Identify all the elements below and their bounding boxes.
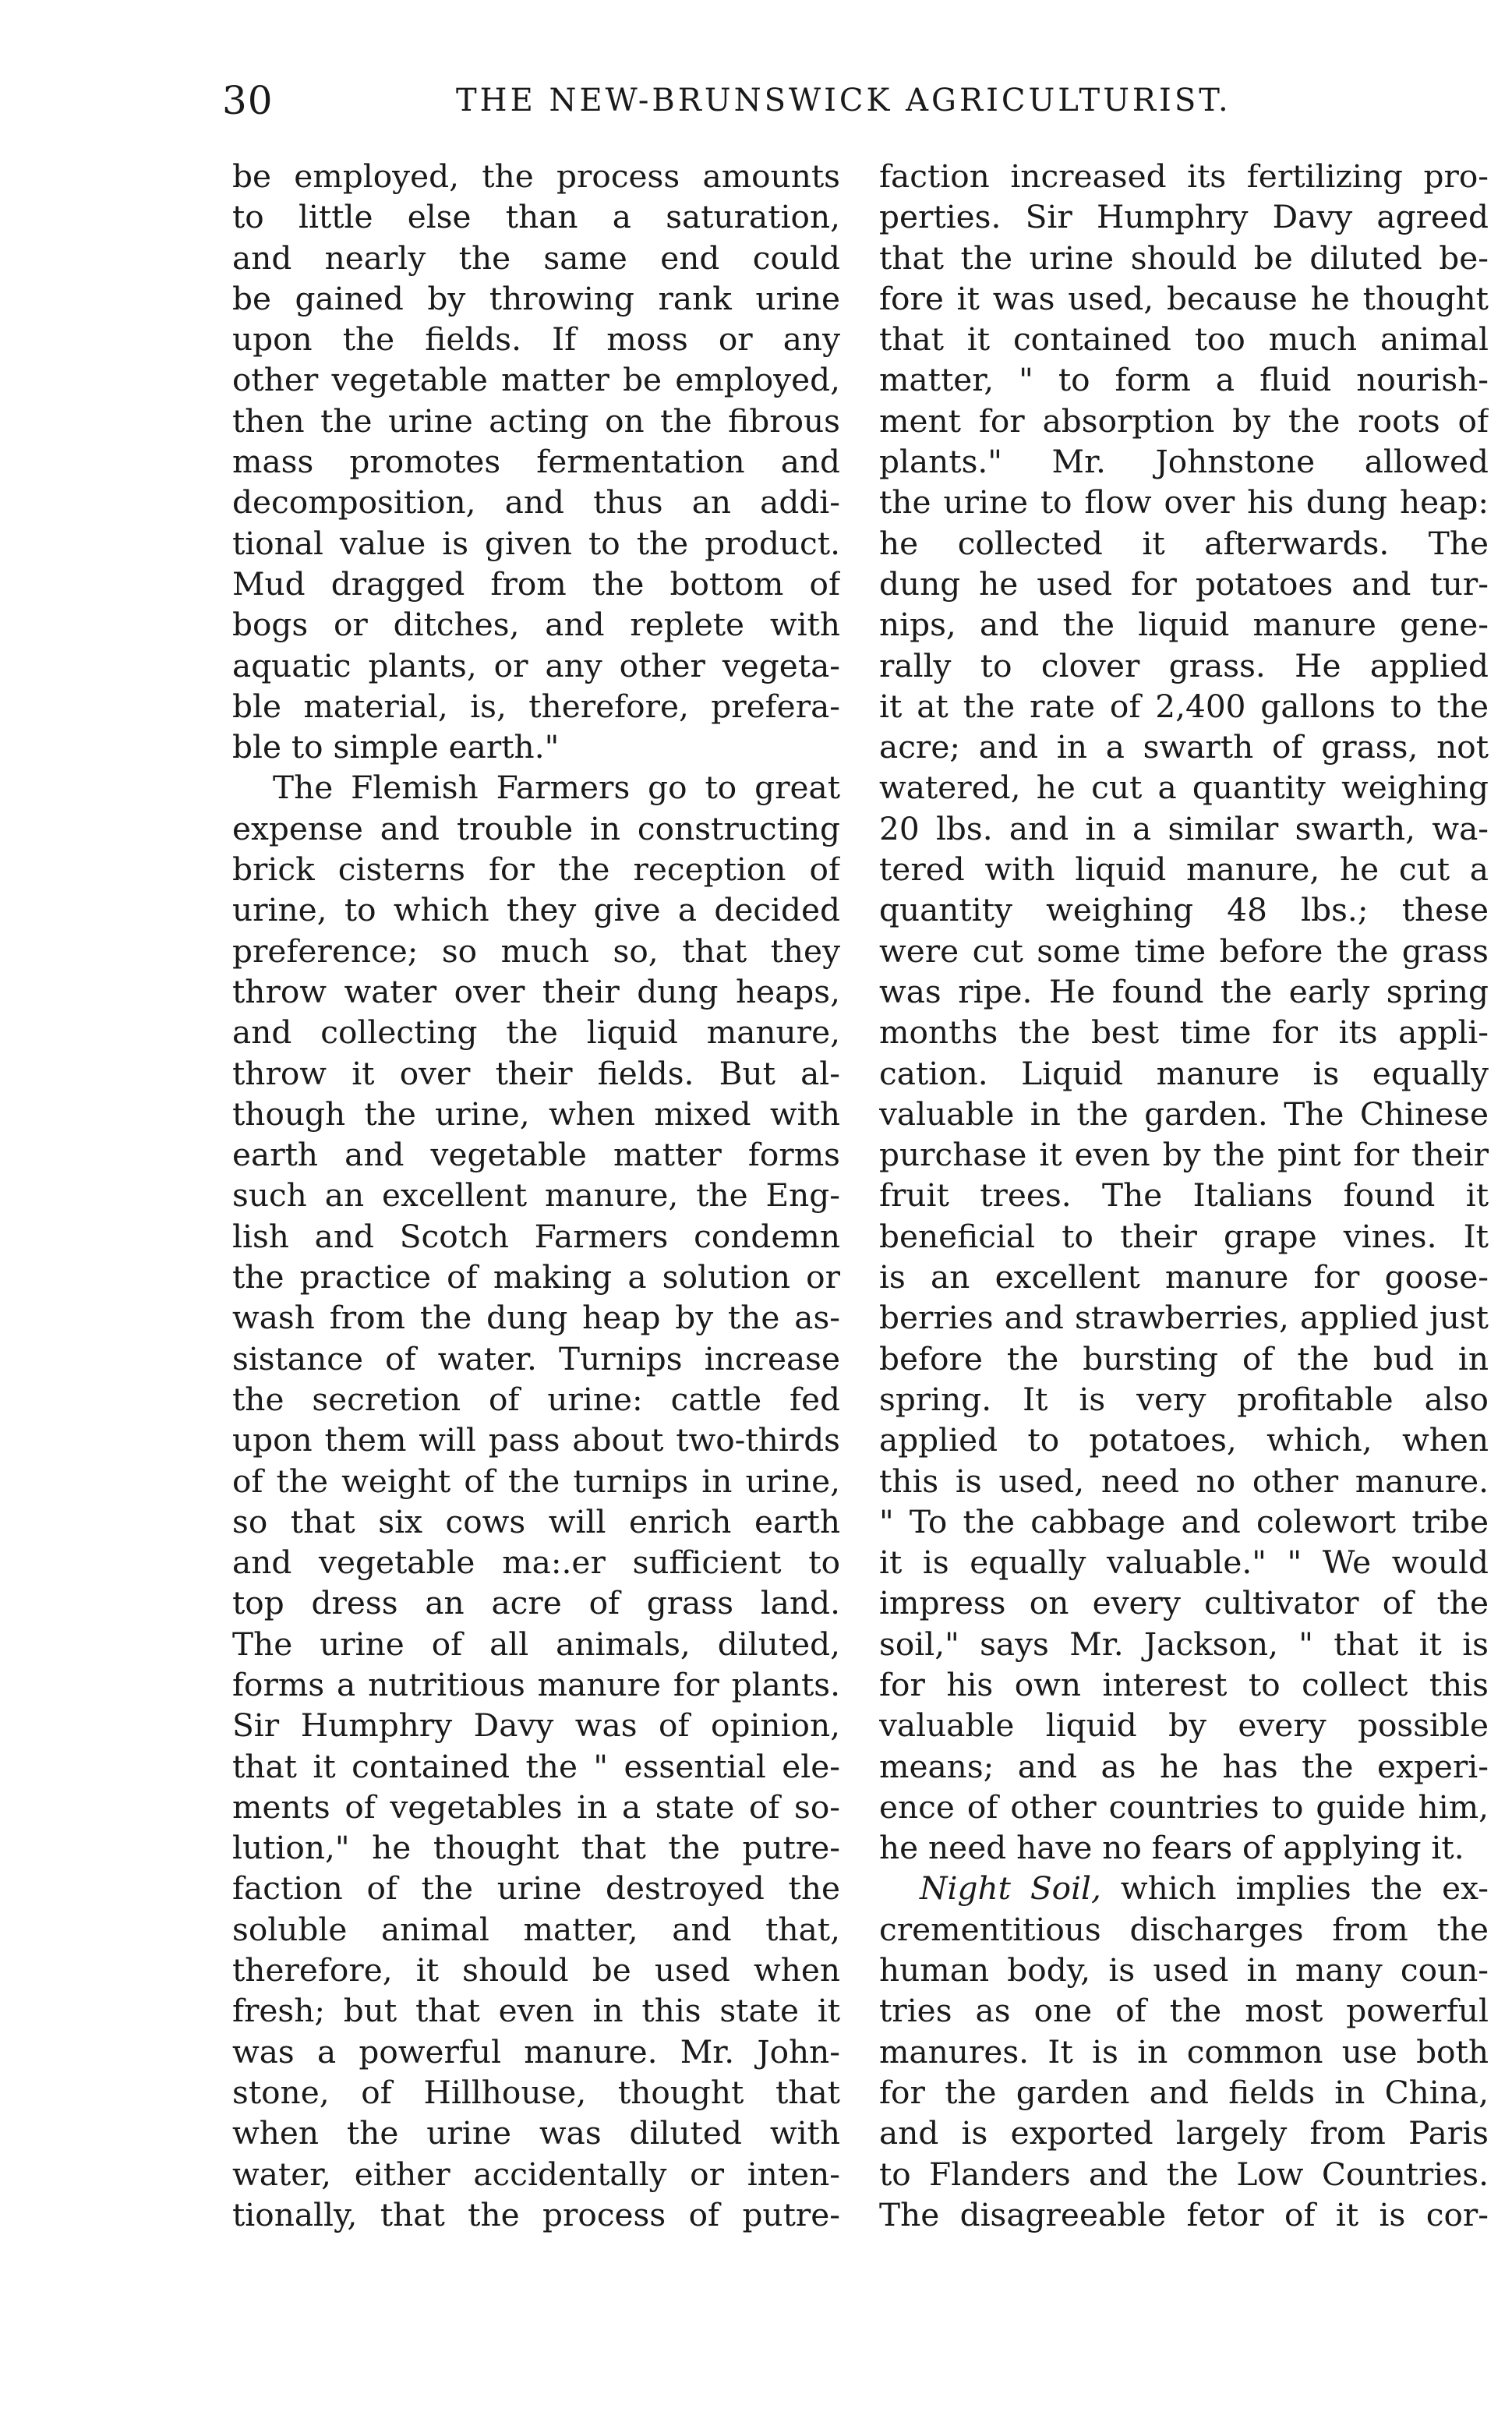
text-line: forms a nutritious manure for plants. (232, 1665, 840, 1703)
text-line: ence of other countries to guide him, (879, 1788, 1489, 1826)
text-line: and vegetable ma:.er sufficient to (232, 1544, 840, 1582)
text-line: quantity weighing 48 lbs.; these (879, 891, 1489, 929)
text-line: fresh; but that even in this state it (232, 1992, 840, 2030)
text-line: cation. Liquid manure is equally (879, 1054, 1489, 1092)
text-line: ment for absorption by the roots of (879, 401, 1489, 440)
text-line: for his own interest to collect this (879, 1665, 1489, 1703)
text-line: fruit trees. The Italians found it (879, 1176, 1489, 1215)
text-line: when the urine was diluted with (232, 2114, 840, 2152)
text-line: preference; so much so, that they (232, 932, 840, 970)
text-line: and collecting the liquid manure, (232, 1013, 840, 1052)
text-line: applied to potatoes, which, when (879, 1421, 1489, 1459)
right-text-column (879, 156, 1489, 2235)
text-line: soluble animal matter, and that, (232, 1910, 840, 1948)
text-line: 20 lbs. and in a similar swarth, wa- (879, 809, 1489, 847)
text-line: was ripe. He found the early spring (879, 972, 1489, 1010)
text-line: faction of the urine destroyed the (232, 1869, 840, 1908)
text-line: aquatic plants, or any other vegeta- (232, 646, 840, 684)
text-fragment: which implies the ex- (1100, 1869, 1489, 1908)
text-line: fore it was used, because he thought (879, 279, 1489, 317)
text-line: lish and Scotch Farmers condemn (232, 1217, 840, 1255)
text-line: The Flemish Farmers go to great (273, 769, 840, 807)
page-number: 30 (222, 78, 274, 123)
text-line: earth and vegetable matter forms (232, 1136, 840, 1174)
text-line: valuable in the garden. The Chinese (879, 1095, 1489, 1133)
text-line: water, either accidentally or inten- (232, 2155, 840, 2193)
text-line: upon them will pass about two-thirds (232, 1421, 840, 1459)
text-line: throw water over their dung heaps, (232, 972, 840, 1010)
text-line (879, 1868, 1489, 1908)
text-line: watered, he cut a quantity weighing (879, 769, 1489, 807)
text-line: soil," says Mr. Jackson, " that it is (879, 1625, 1489, 1663)
text-line: perties. Sir Humphry Davy agreed (879, 198, 1489, 236)
text-line: this is used, need no other manure. (879, 1462, 1489, 1500)
text-line: Mud dragged from the bottom of (232, 564, 840, 603)
text-line: ble to simple earth." (232, 728, 560, 766)
text-line: be employed, the process amounts (232, 157, 840, 195)
text-line: so that six cows will enrich earth (232, 1502, 840, 1540)
text-line: and is exported largely from Paris (879, 2114, 1489, 2152)
text-line: before the bursting of the bud in (879, 1339, 1489, 1377)
text-line: of the weight of the turnips in urine, (232, 1462, 840, 1500)
text-line: urine, to which they give a decided (232, 891, 840, 929)
text-line: that the urine should be diluted be- (879, 239, 1489, 277)
text-line: faction increased its fertilizing pro- (879, 157, 1489, 195)
text-line: lution," he thought that the putre- (232, 1829, 840, 1867)
text-line: to Flanders and the Low Countries. (879, 2155, 1489, 2193)
text-line: impress on every cultivator of the (879, 1584, 1489, 1622)
text-line: valuable liquid by every possible (879, 1706, 1489, 1745)
text-line: top dress an acre of grass land. (232, 1584, 840, 1622)
text-line: ble material, is, therefore, prefera- (232, 687, 840, 725)
text-line: rally to clover grass. He applied (879, 646, 1489, 684)
text-line: it is equally valuable." " We would (879, 1544, 1489, 1582)
text-line: be gained by throwing rank urine (232, 279, 840, 317)
text-line: other vegetable matter be employed, (232, 361, 840, 399)
text-line: bogs or ditches, and replete with (232, 606, 840, 644)
text-line: for the garden and fields in China, (879, 2073, 1489, 2111)
text-line: purchase it even by the pint for their (879, 1136, 1489, 1174)
text-line: the secretion of urine: cattle fed (232, 1380, 840, 1418)
text-line: plants." Mr. Johnstone allowed (879, 443, 1489, 481)
text-line: brick cisterns for the reception of (232, 851, 840, 889)
text-line: the practice of making a solution or (232, 1258, 840, 1296)
text-line: matter, " to form a fluid nourish- (879, 361, 1489, 399)
text-line: were cut some time before the grass (879, 932, 1489, 970)
text-line: The disagreeable fetor of it is cor- (879, 2195, 1489, 2233)
text-line: berries and strawberries, applied just (879, 1299, 1489, 1337)
text-line: that it contained the " essential ele- (232, 1747, 840, 1785)
left-text-column (232, 156, 840, 2235)
text-line: The urine of all animals, diluted, (232, 1625, 840, 1663)
text-line: sistance of water. Turnips increase (232, 1339, 840, 1377)
text-line: and nearly the same end could (232, 239, 840, 277)
text-line: beneficial to their grape vines. It (879, 1217, 1489, 1255)
text-line: human body, is used in many coun- (879, 1951, 1489, 1989)
text-line: spring. It is very profitable also (879, 1380, 1489, 1418)
text-line: the urine to flow over his dung heap: (879, 483, 1489, 522)
text-line: to little else than a saturation, (232, 198, 840, 236)
text-line: ments of vegetables in a state of so- (232, 1788, 840, 1826)
text-line: expense and trouble in constructing (232, 809, 840, 847)
text-line: manures. It is in common use both (879, 2032, 1489, 2071)
text-line: tionally, that the process of putre- (232, 2195, 840, 2233)
text-line: upon the fields. If moss or any (232, 320, 840, 359)
text-line: dung he used for potatoes and tur- (879, 564, 1489, 603)
page-header (222, 78, 1489, 140)
text-line: is an excellent manure for goose- (879, 1258, 1489, 1296)
text-line: wash from the dung heap by the as- (232, 1299, 840, 1337)
text-line: Sir Humphry Davy was of opinion, (232, 1706, 840, 1745)
text-line: he collected it afterwards. The (879, 524, 1489, 562)
text-line: such an excellent manure, the Eng- (232, 1176, 840, 1215)
text-line: decomposition, and thus an addi- (232, 483, 840, 522)
text-line: acre; and in a swarth of grass, not (879, 728, 1489, 766)
text-line: he need have no fears of applying it. (879, 1829, 1464, 1867)
text-line: months the best time for its appli- (879, 1013, 1489, 1052)
text-line: stone, of Hillhouse, thought that (232, 2073, 840, 2111)
text-line: mass promotes fermentation and (232, 443, 840, 481)
text-line: tries as one of the most powerful (879, 1992, 1489, 2030)
text-line: crementitious discharges from the (879, 1910, 1489, 1948)
text-line: it at the rate of 2,400 gallons to the (879, 687, 1489, 725)
text-line: tional value is given to the product. (232, 524, 840, 562)
text-line: tered with liquid manure, he cut a (879, 851, 1489, 889)
text-line: was a powerful manure. Mr. John- (232, 2032, 840, 2071)
text-line: though the urine, when mixed with (232, 1095, 840, 1133)
text-line: nips, and the liquid manure gene- (879, 606, 1489, 644)
text-line: then the urine acting on the fibrous (232, 401, 840, 440)
text-line: " To the cabbage and colewort tribe (879, 1502, 1489, 1540)
text-line: throw it over their fields. But al- (232, 1054, 840, 1092)
running-title: THE NEW-BRUNSWICK AGRICULTURIST. (456, 83, 1231, 118)
text-line: means; and as he has the experi- (879, 1747, 1489, 1785)
text-line: that it contained too much animal (879, 320, 1489, 359)
italic-term: Night Soil, (920, 1869, 1101, 1908)
text-line: therefore, it should be used when (232, 1951, 840, 1989)
